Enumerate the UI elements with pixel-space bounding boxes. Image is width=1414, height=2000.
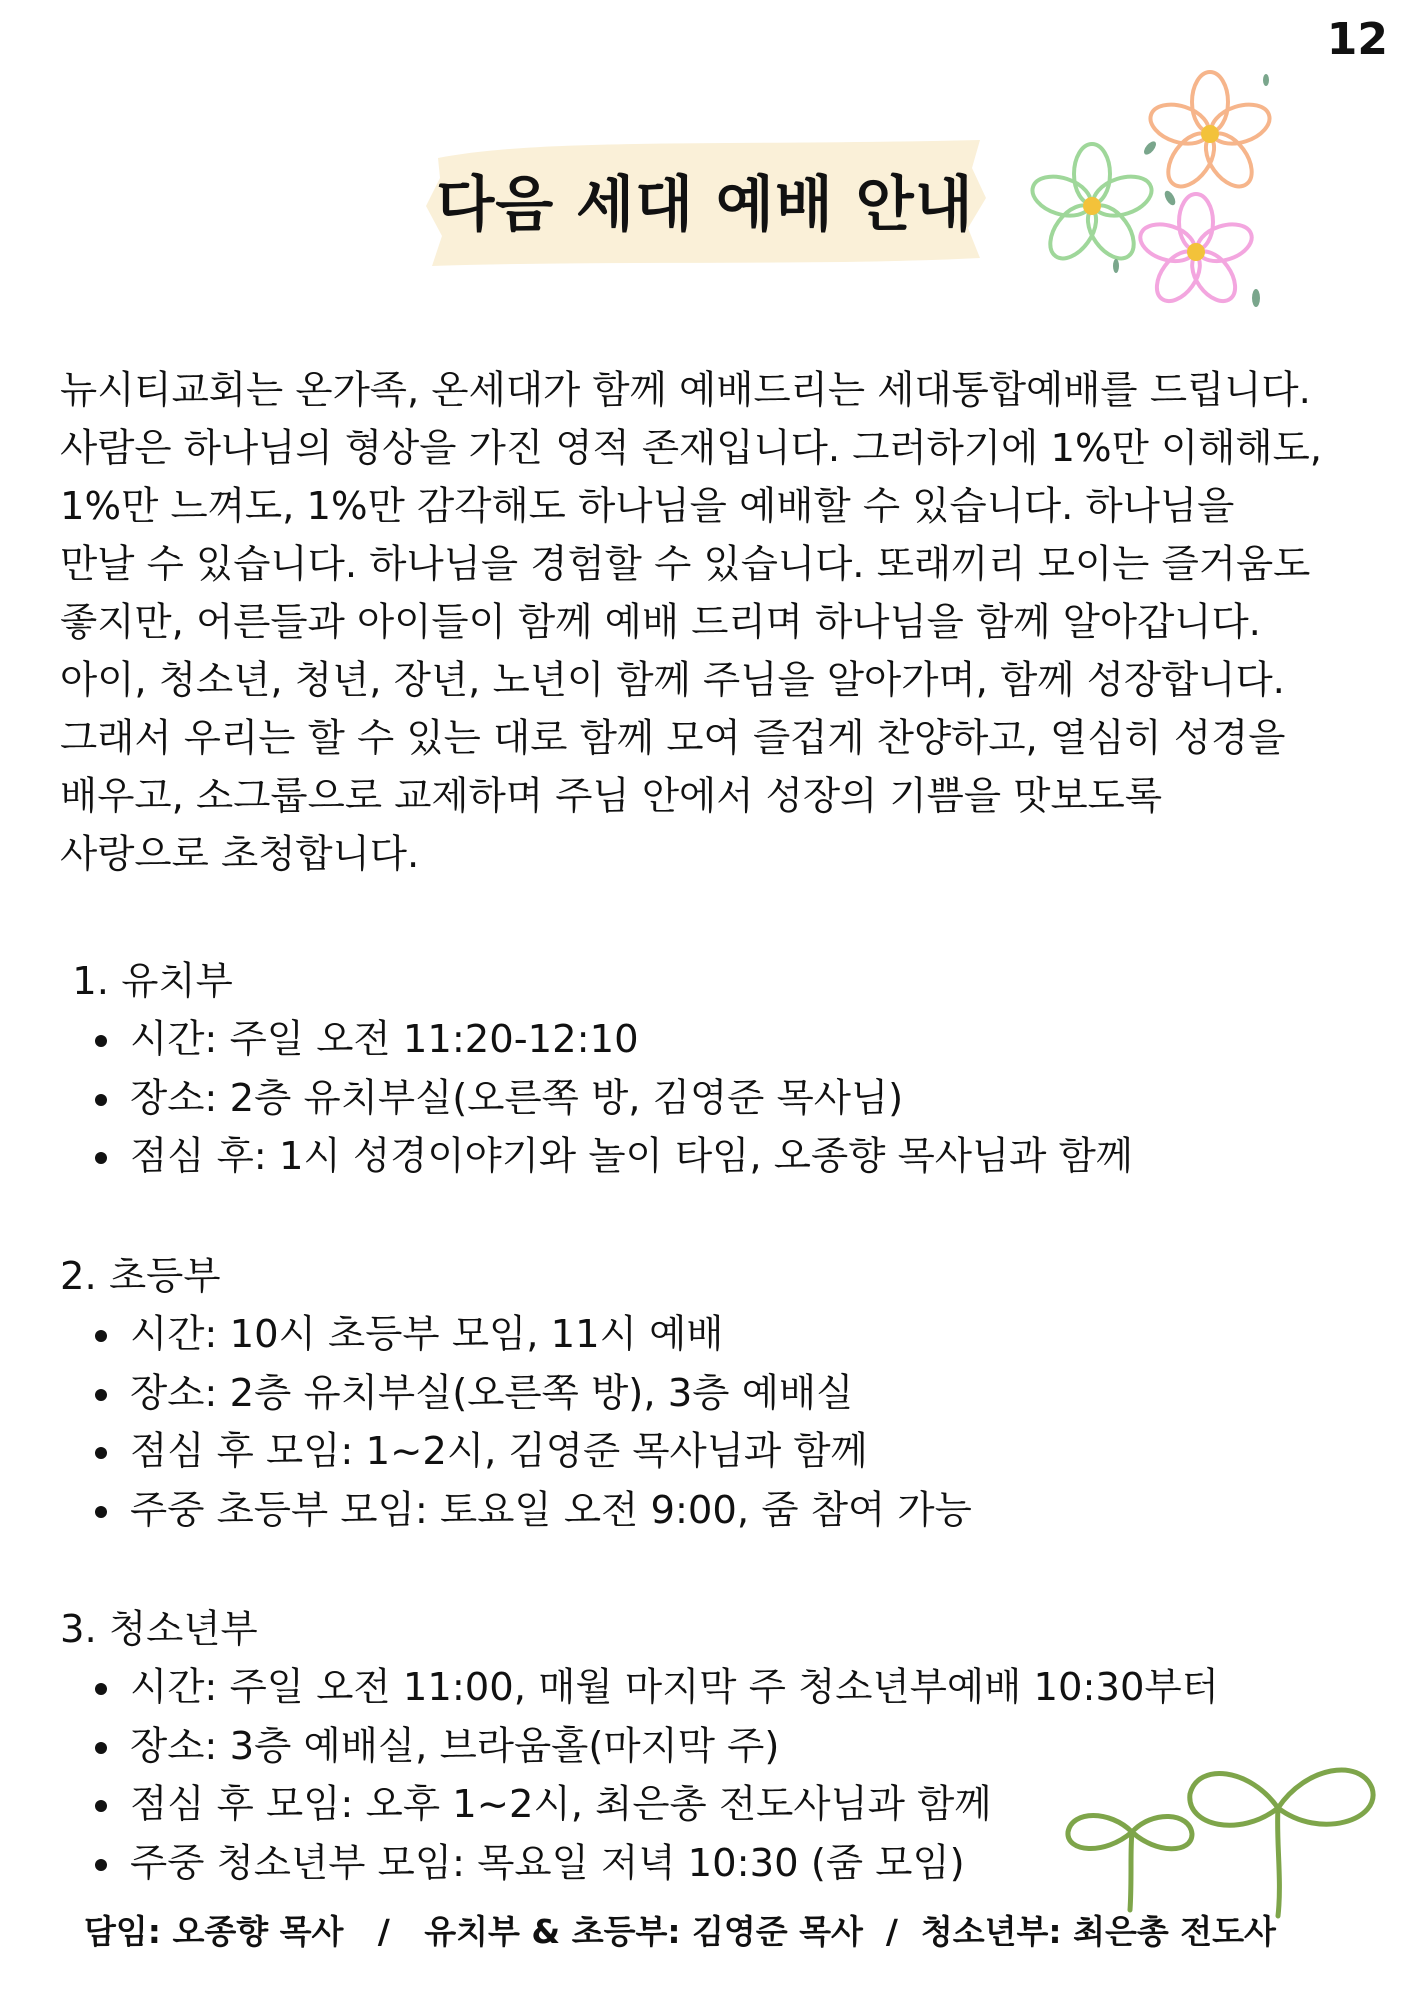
list-item-text: 장소: 3층 예배실, 브라움홀(마지막 주) — [130, 1723, 780, 1769]
list-item-text: 주중 청소년부 모임: 목요일 저녁 10:30 (줌 모임) — [130, 1840, 965, 1886]
intro-line: 만날 수 있습니다. 하나님을 경험할 수 있습니다. 또래끼리 모이는 즐거움도 — [60, 542, 1311, 587]
intro-paragraph — [60, 362, 1400, 884]
bullet-dot-icon — [95, 1152, 107, 1164]
list-item — [60, 1011, 1260, 1070]
intro-line: 아이, 청소년, 청년, 장년, 노년이 함께 주님을 알아가며, 함께 성장합니다. — [60, 658, 1285, 703]
bullet-dot-icon — [95, 1742, 107, 1754]
title-banner — [420, 128, 990, 272]
page-number: 12 — [1326, 14, 1388, 65]
page-title: 다음 세대 예배 안내 — [436, 170, 974, 240]
section-heading: 3. 청소년부 — [60, 1607, 258, 1652]
list-item-text: 시간: 10시 초등부 모임, 11시 예배 — [130, 1312, 724, 1357]
list-item — [60, 1365, 1260, 1424]
list-item — [60, 1482, 1260, 1541]
intro-line: 뉴시티교회는 온가족, 온세대가 함께 예배드리는 세대통합예배를 드립니다. — [60, 368, 1311, 413]
list-item — [60, 1306, 1260, 1365]
section-heading: 2. 초등부 — [60, 1254, 221, 1299]
bullet-dot-icon — [95, 1859, 107, 1871]
intro-line: 1%만 느껴도, 1%만 감각해도 하나님을 예배할 수 있습니다. 하나님을 — [60, 484, 1235, 529]
list-item-text: 점심 후 모임: 오후 1~2시, 최은총 전도사님과 함께 — [130, 1782, 992, 1827]
list-item-text: 장소: 2층 유치부실(오른쪽 방, 김영준 목사님) — [130, 1075, 904, 1121]
list-item-text: 주중 초등부 모임: 토요일 오전 9:00, 줌 참여 가능 — [130, 1487, 972, 1533]
list-item — [60, 1128, 1260, 1187]
bullet-dot-icon — [95, 1389, 107, 1401]
sprout-icon — [1060, 1740, 1390, 1920]
bullet-dot-icon — [95, 1800, 107, 1812]
bullet-dot-icon — [95, 1447, 107, 1459]
footer-staff: 담임: 오종향 목사 / 유치부 & 초등부: 김영준 목사 / 청소년부: 최은총 전도사 — [84, 1912, 1276, 1951]
list-item-text: 장소: 2층 유치부실(오른쪽 방), 3층 예배실 — [130, 1370, 854, 1416]
list-item-text: 시간: 주일 오전 11:20-12:10 — [130, 1017, 639, 1062]
bullet-dot-icon — [95, 1035, 107, 1047]
intro-line: 사람은 하나님의 형상을 가진 영적 존재입니다. 그러하기에 1%만 이해해도, — [60, 426, 1322, 471]
intro-line: 배우고, 소그룹으로 교제하며 주님 안에서 성장의 기쁨을 맛보도록 — [60, 774, 1163, 819]
bullet-list — [60, 1306, 1260, 1540]
list-item — [60, 1659, 1260, 1718]
section-elementary — [60, 1248, 1260, 1540]
section-heading: 1. 유치부 — [60, 959, 233, 1004]
bullet-dot-icon — [95, 1506, 107, 1518]
intro-line: 사랑으로 초청합니다. — [60, 832, 420, 877]
bullet-dot-icon — [95, 1683, 107, 1695]
list-item-text: 점심 후 모임: 1~2시, 김영준 목사님과 함께 — [130, 1429, 868, 1474]
list-item-text: 점심 후: 1시 성경이야기와 놀이 타임, 오종향 목사님과 함께 — [130, 1134, 1134, 1179]
bullet-list — [60, 1011, 1260, 1187]
intro-line: 좋지만, 어른들과 아이들이 함께 예배 드리며 하나님을 함께 알아갑니다. — [60, 600, 1261, 645]
list-item — [60, 1423, 1260, 1482]
bullet-dot-icon — [95, 1094, 107, 1106]
list-item — [60, 1070, 1260, 1129]
list-item-text: 시간: 주일 오전 11:00, 매월 마지막 주 청소년부예배 10:30부터 — [130, 1665, 1219, 1710]
intro-line: 그래서 우리는 할 수 있는 대로 함께 모여 즐겁게 찬양하고, 열심히 성경을 — [60, 716, 1286, 761]
bullet-dot-icon — [95, 1330, 107, 1342]
section-kindergarten — [60, 953, 1260, 1187]
flowers-icon — [1030, 70, 1300, 320]
